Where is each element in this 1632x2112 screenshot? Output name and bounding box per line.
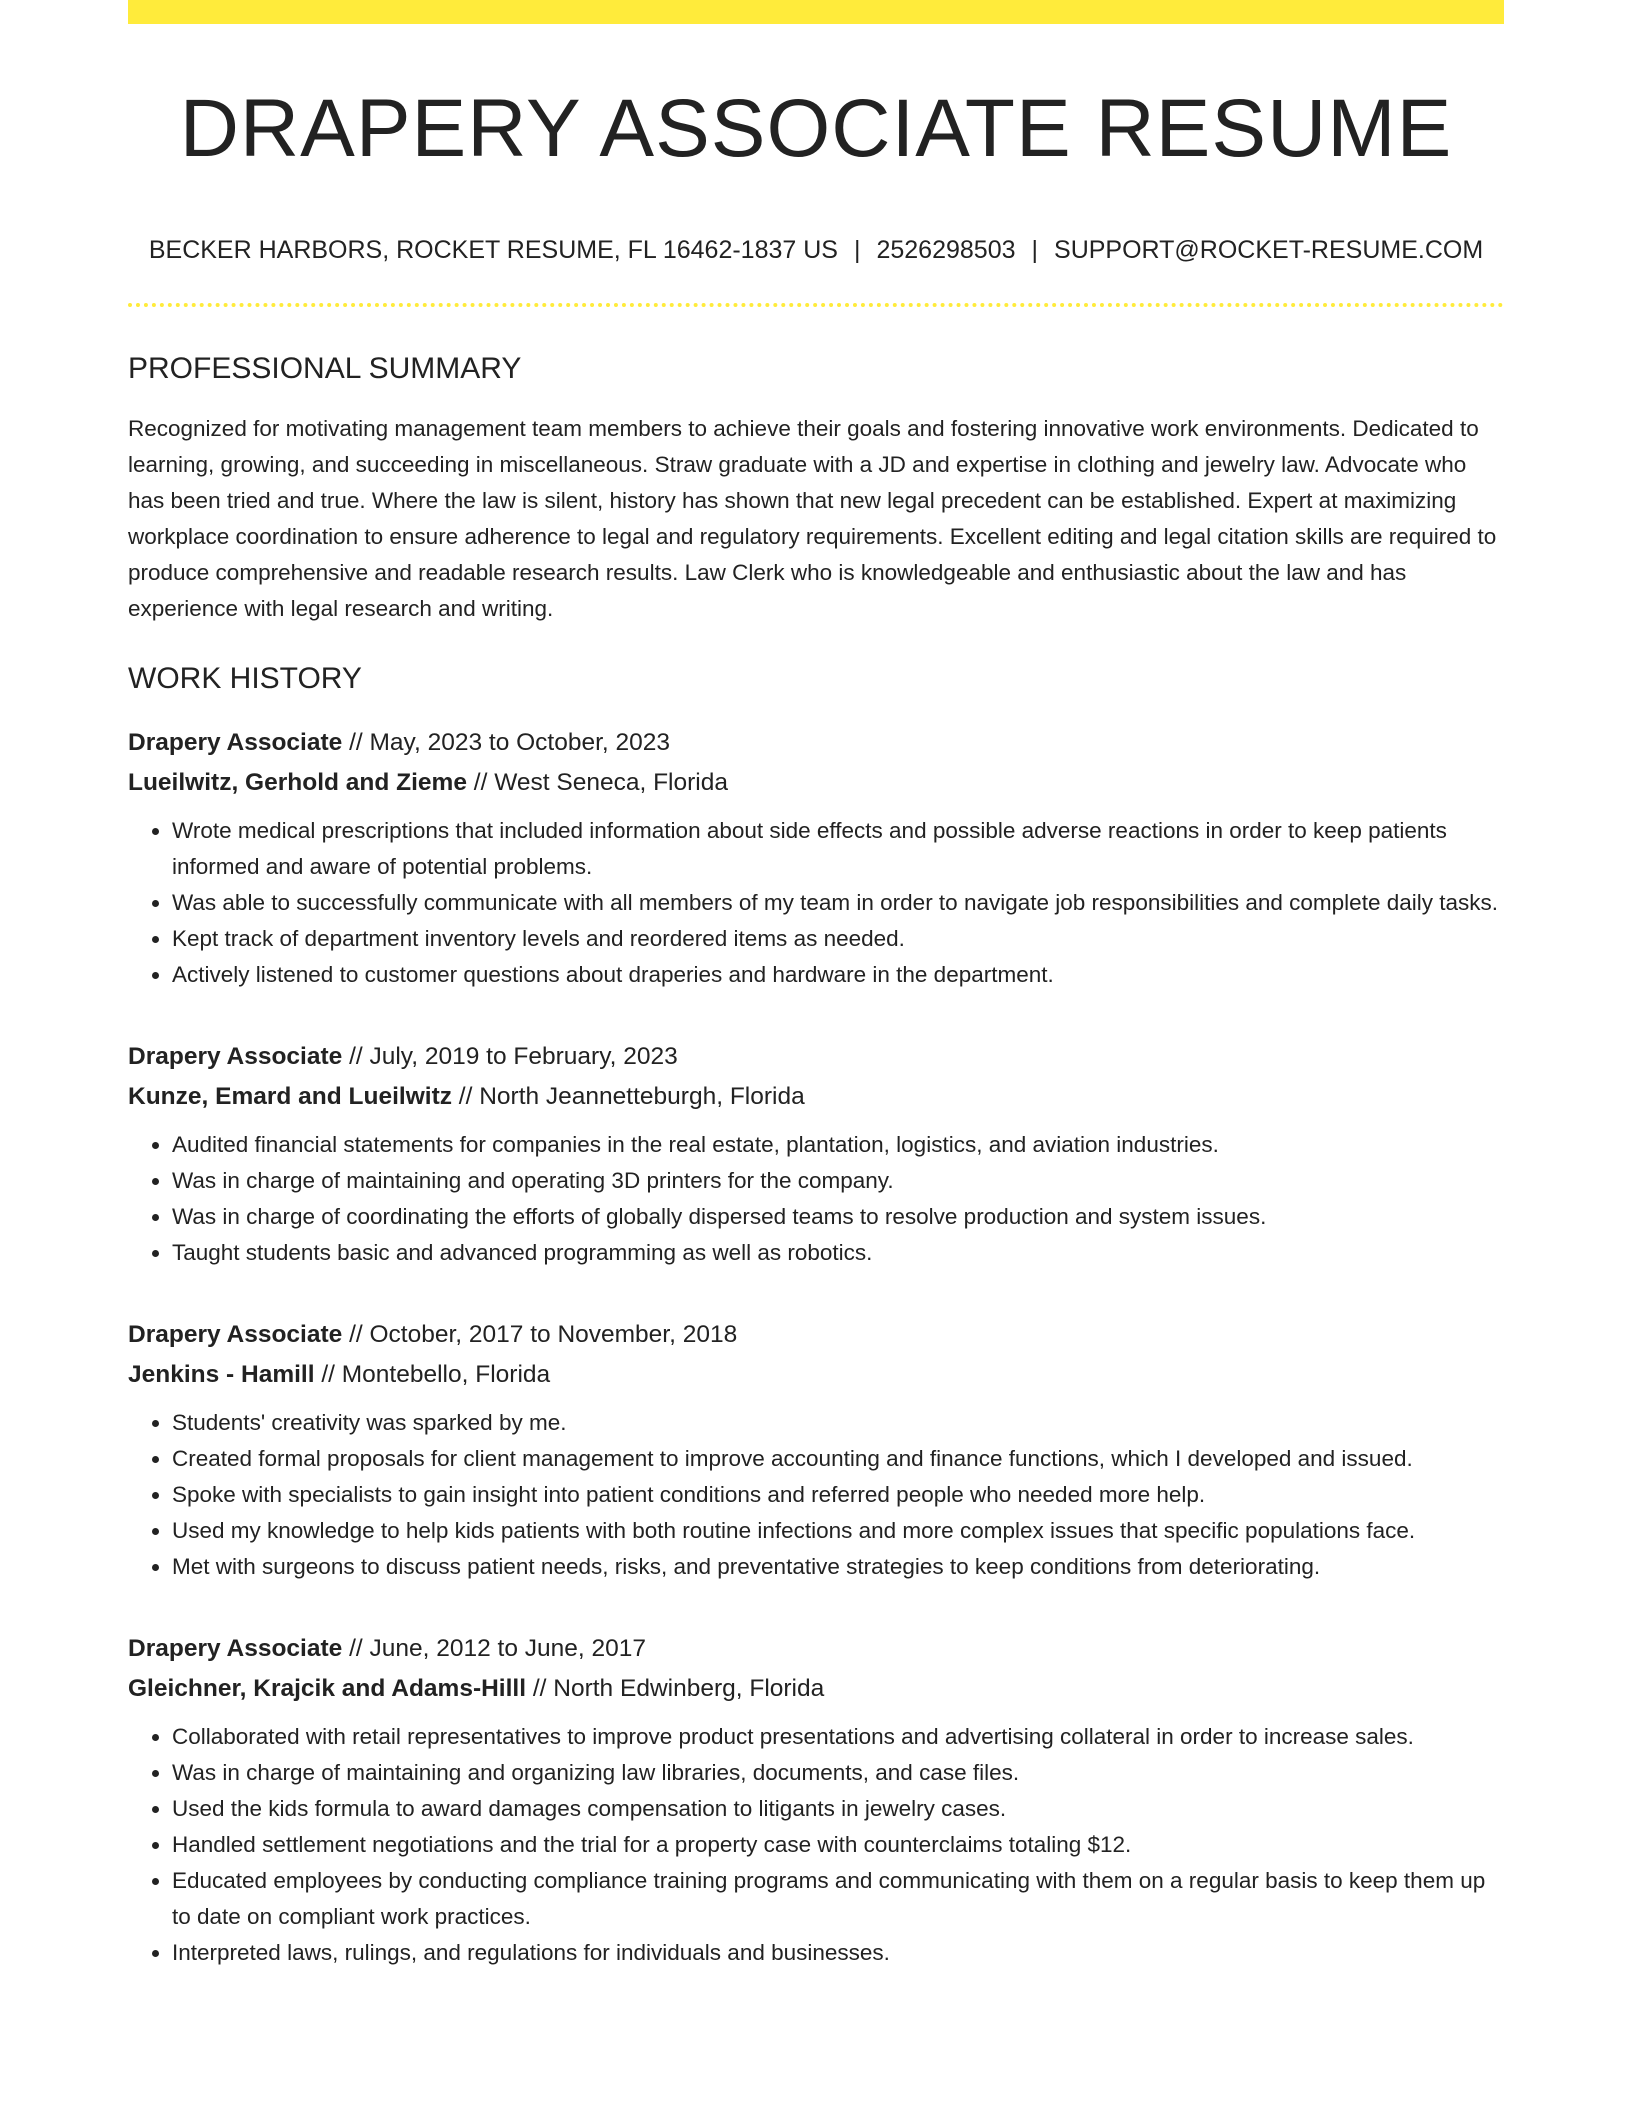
- job-bullet: • Was in charge of coordinating the efforts of globally dispersed teams to resolve production and system issues.: [172, 1199, 1504, 1235]
- job-bullet: • Used the kids formula to award damages compensation to litigants in jewelry cases.: [172, 1791, 1504, 1827]
- job-company-line: [128, 1077, 1504, 1117]
- job-bullet: • Collaborated with retail representatives to improve product presentations and advertising collateral in order to increase sales.: [172, 1719, 1504, 1755]
- contact-line: [128, 236, 1504, 265]
- job-bullet: • Audited financial statements for companies in the real estate, plantation, logistics, and aviation industries.: [172, 1127, 1504, 1163]
- job-bullet: • Created formal proposals for client management to improve accounting and finance functions, which I developed and issued.: [172, 1441, 1504, 1477]
- job-company: Lueilwitz, Gerhold and Zieme: [128, 769, 467, 797]
- job-bullets: [128, 1405, 1504, 1585]
- summary-heading: PROFESSIONAL SUMMARY: [128, 352, 522, 386]
- job-entry: [128, 1315, 1504, 1585]
- job-company: Kunze, Emard and Lueilwitz: [128, 1083, 452, 1111]
- job-bullet: • Was able to successfully communicate with all members of my team in order to navigate job responsibilities and complete daily tasks.: [172, 885, 1504, 921]
- job-company-line: [128, 763, 1504, 803]
- job-bullet: • Interpreted laws, rulings, and regulations for individuals and businesses.: [172, 1935, 1504, 1971]
- job-bullet: • Met with surgeons to discuss patient needs, risks, and preventative strategies to keep conditions from deteriorating.: [172, 1549, 1504, 1585]
- job-bullet: • Wrote medical prescriptions that included information about side effects and possible adverse reactions in order to keep patients informed and aware of potential problems.: [172, 813, 1504, 885]
- job-bullet: • Actively listened to customer questions about draperies and hardware in the department.: [172, 957, 1504, 993]
- job-entry: [128, 1037, 1504, 1271]
- contact-email: SUPPORT@ROCKET-RESUME.COM: [1054, 236, 1484, 265]
- job-dates: // October, 2017 to November, 2018: [342, 1321, 738, 1349]
- job-bullet: • Kept track of department inventory levels and reordered items as needed.: [172, 921, 1504, 957]
- job-title-line: [128, 723, 1504, 763]
- job-location: // Montebello, Florida: [314, 1361, 551, 1389]
- job-company-line: [128, 1355, 1504, 1395]
- job-location: // North Edwinberg, Florida: [526, 1675, 825, 1703]
- job-company: Gleichner, Krajcik and Adams-Hilll: [128, 1675, 527, 1703]
- job-location: // West Seneca, Florida: [466, 769, 728, 797]
- job-title: Drapery Associate: [128, 1043, 343, 1071]
- contact-address: BECKER HARBORS, ROCKET RESUME, FL 16462-1837 US: [148, 236, 838, 265]
- job-dates: // May, 2023 to October, 2023: [342, 729, 671, 757]
- job-dates: // June, 2012 to June, 2017: [342, 1635, 647, 1663]
- job-bullet: • Spoke with specialists to gain insight into patient conditions and referred people who needed more help.: [172, 1477, 1504, 1513]
- job-title: Drapery Associate: [128, 1321, 343, 1349]
- work-history-heading: WORK HISTORY: [128, 662, 362, 696]
- job-title-line: [128, 1037, 1504, 1077]
- accent-top-bar: [128, 0, 1504, 24]
- summary-text: Recognized for motivating management team members to achieve their goals and fostering innovative work environments. Dedicated to learning, growing, and succeeding in miscellaneous. Straw graduate with a JD and expertise in clothing and jewelry law. Advocate who has been tried and true. Where the law is silent, history has shown that new legal precedent can be established. Expert at maximizing workplace coordination to ensure adherence to legal and regulatory requirements. Excellent editing and legal citation skills are required to produce comprehensive and readable research results. Law Clerk who is knowledgeable and enthusiastic about the law and has experience with legal research and writing.: [128, 416, 1497, 622]
- job-company-line: [128, 1669, 1504, 1709]
- job-title-line: [128, 1629, 1504, 1669]
- resume-page: [128, 0, 1504, 1971]
- job-bullets: [128, 1127, 1504, 1271]
- job-bullet: • Students' creativity was sparked by me.: [172, 1405, 1504, 1441]
- job-bullet: • Handled settlement negotiations and the trial for a property case with counterclaims totaling $12.: [172, 1827, 1504, 1863]
- job-bullet: • Used my knowledge to help kids patients with both routine infections and more complex issues that specific populations face.: [172, 1513, 1504, 1549]
- job-location: // North Jeannetteburgh, Florida: [451, 1083, 805, 1111]
- job-bullet: • Was in charge of maintaining and organizing law libraries, documents, and case files.: [172, 1755, 1504, 1791]
- job-bullet: • Educated employees by conducting compliance training programs and communicating with them on a regular basis to keep them up to date on compliant work practices.: [172, 1863, 1504, 1935]
- job-bullet: • Was in charge of maintaining and operating 3D printers for the company.: [172, 1163, 1504, 1199]
- job-title: Drapery Associate: [128, 729, 343, 757]
- job-title-line: [128, 1315, 1504, 1355]
- job-entry: [128, 723, 1504, 993]
- contact-separator: |: [1031, 236, 1039, 265]
- dotted-divider: [128, 303, 1504, 307]
- job-bullet: • Taught students basic and advanced programming as well as robotics.: [172, 1235, 1504, 1271]
- job-dates: // July, 2019 to February, 2023: [342, 1043, 678, 1071]
- contact-separator: |: [853, 236, 861, 265]
- job-company: Jenkins - Hamill: [128, 1361, 315, 1389]
- job-bullets: [128, 1719, 1504, 1971]
- job-title: Drapery Associate: [128, 1635, 343, 1663]
- contact-phone: 2526298503: [876, 236, 1016, 265]
- job-bullets: [128, 813, 1504, 993]
- job-entry: [128, 1629, 1504, 1971]
- resume-title: DRAPERY ASSOCIATE RESUME: [179, 83, 1453, 174]
